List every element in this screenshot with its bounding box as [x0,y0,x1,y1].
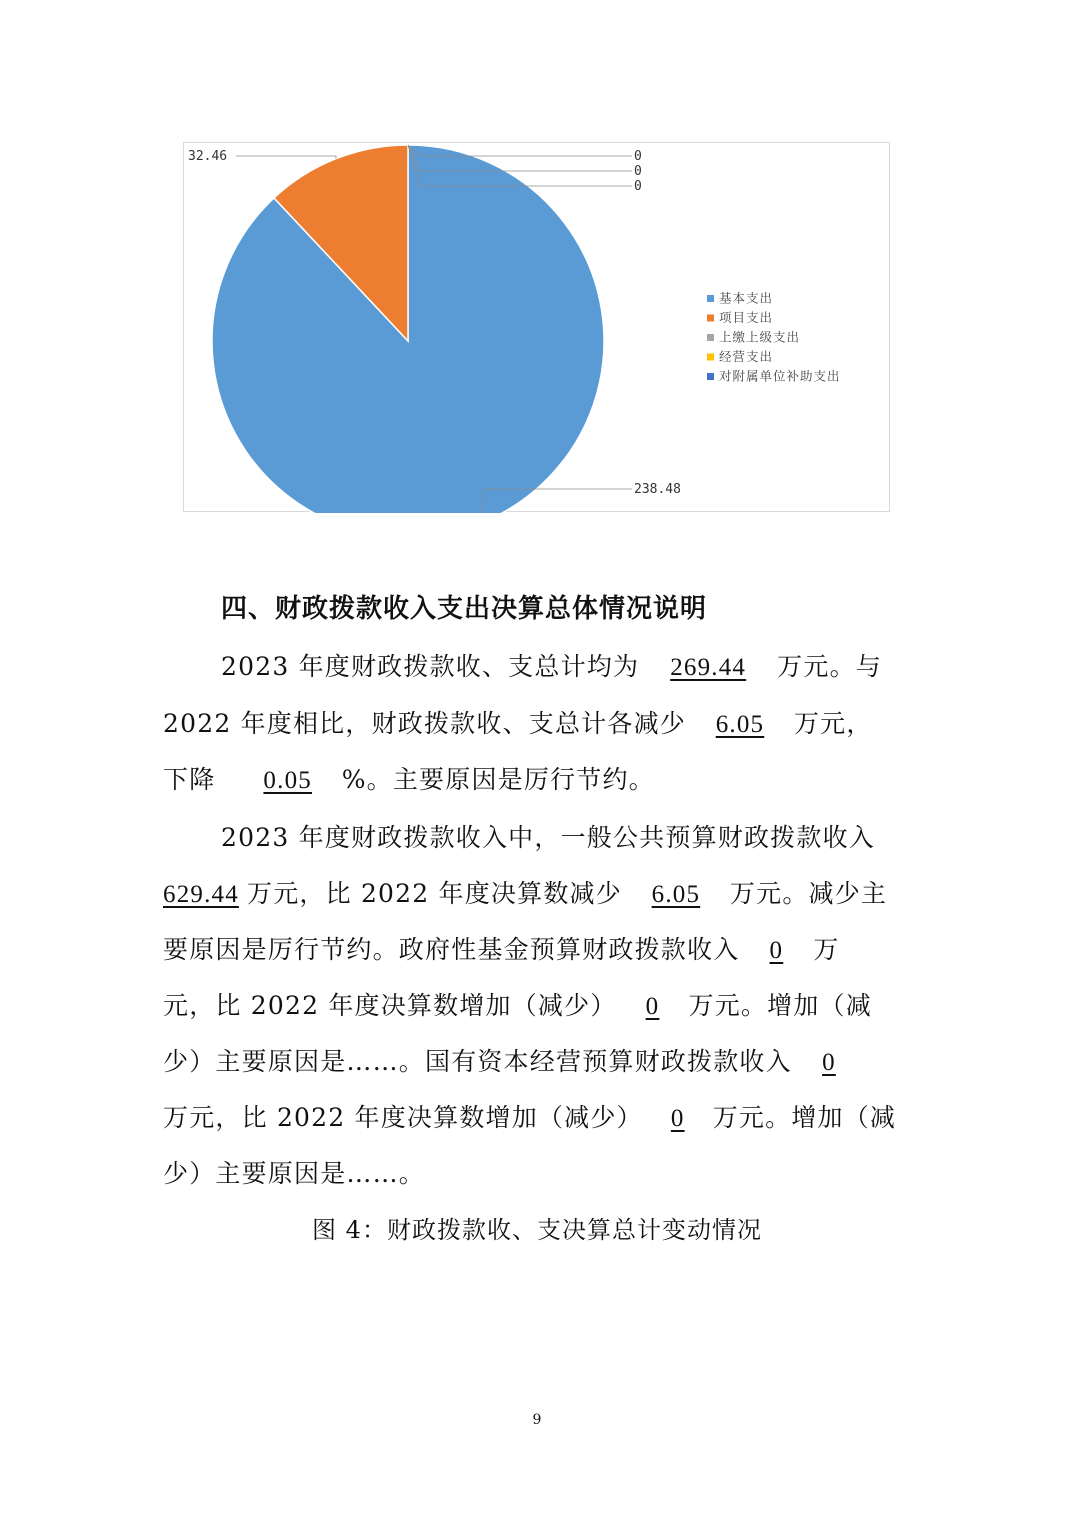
legend-label: 基本支出 [719,290,774,306]
text: 万元，比 2022 年度决算数增加（减少） [163,1103,643,1132]
page-number: 9 [532,1412,542,1428]
text: 下降 [163,765,216,794]
data-label: 0 [634,149,642,164]
para1-line1 [221,647,913,687]
text: 元，比 2022 年度决算数增加（减少） [163,991,617,1020]
amount-state-capital: 0 [822,1049,836,1076]
amount-general-decrease: 6.05 [651,881,701,908]
para2-line6 [163,1098,913,1138]
para2-line1: 2023 年度财政拨款收入中，一般公共预算财政拨款收入 [221,823,875,852]
para2-line3 [163,930,913,970]
leader-line [236,156,336,159]
text: 万元。增加（减 [688,991,872,1020]
data-label: 238.48 [634,482,681,497]
amount-fund-budget: 0 [769,937,784,964]
legend-swatch [707,373,714,380]
figure-caption: 图 4：财政拨款收、支决算总计变动情况 [312,1216,762,1244]
text: 2022 年度相比，财政拨款收、支总计各减少 [163,709,686,738]
legend-label: 对附属单位补助支出 [719,368,841,384]
para2-line2 [163,874,913,914]
text: 要原因是厉行节约。政府性基金预算财政拨款收入 [163,935,740,964]
text: %。主要原因是厉行节约。 [341,765,655,794]
text: 万 [813,935,840,964]
legend-label: 上缴上级支出 [719,329,801,345]
percent-decrease: 0.05 [263,767,312,794]
para2-line7: 少）主要原因是……。 [163,1159,426,1188]
para1-line2 [163,704,913,744]
pie-chart-svg [184,143,891,513]
data-label: 0 [634,179,642,194]
section-heading: 四、财政拨款收入支出决算总体情况说明 [221,594,708,624]
data-label: 32.46 [188,149,228,164]
legend-swatch [707,315,714,322]
para2-line5 [163,1042,913,1082]
legend-label: 经营支出 [719,349,774,364]
text: 万元， [793,709,873,738]
amount-total: 269.44 [670,654,747,681]
amount-general-budget: 629.44 [163,881,239,908]
text: 万元。与 [777,652,882,681]
text: 万元，比 2022 年度决算数减少 [247,879,622,908]
para2-line4 [163,986,913,1026]
para1-line3 [163,760,913,800]
legend-swatch [707,354,714,361]
text: 万元。减少主 [729,879,888,908]
text: 少）主要原因是……。国有资本经营预算财政拨款收入 [163,1047,792,1076]
legend-swatch [707,295,714,302]
legend-swatch [707,334,714,341]
amount-decrease: 6.05 [715,711,765,738]
text: 2023 年度财政拨款收、支总计均为 [221,652,640,681]
amount-state-capital-change: 0 [670,1105,685,1132]
amount-fund-change: 0 [645,993,660,1020]
legend-label: 项目支出 [719,310,774,325]
pie-chart [183,142,890,512]
data-label: 0 [634,164,642,179]
text: 万元。增加（减 [712,1103,897,1132]
